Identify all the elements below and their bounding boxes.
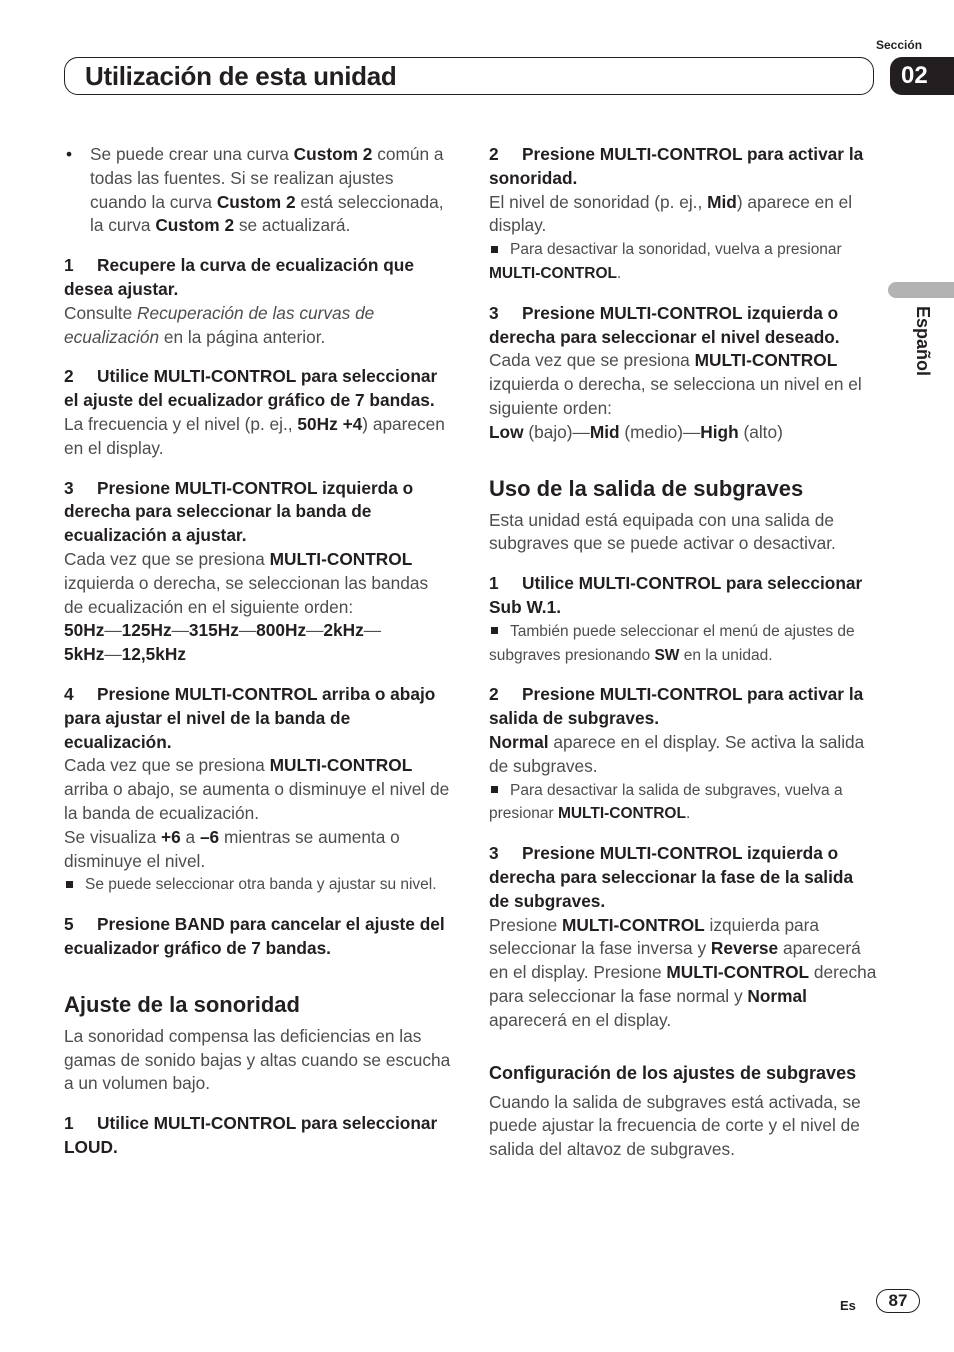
step-heading: 2 Presione MULTI-CONTROL para activar la salida de subgraves. [489, 684, 864, 729]
language-tab-bar [888, 282, 954, 298]
step-heading: 1 Recupere la curva de ecualización que desea ajustar. [64, 255, 414, 299]
step-heading: 3 Presione MULTI-CONTROL izquierda o derecha para seleccionar la banda de ecualización a ajustar. [64, 477, 414, 546]
bullet-dot-icon: • [66, 144, 73, 164]
step-heading: 3 Presione MULTI-CONTROL izquierda o derecha para seleccionar el nivel deseado. [489, 302, 840, 347]
step-heading: 1 Utilice MULTI-CONTROL para seleccionar Sub W.1. [489, 573, 863, 617]
bullet-custom2: • Se puede crear una curva Custom 2 común a todas las fuentes. Si se realizan ajustes cuando la curva Custom 2 está seleccionada, la curva Custom 2 se actualizará. [66, 144, 444, 236]
step-body: El nivel de sonoridad (p. ej., Mid) aparece en el display. [489, 191, 853, 236]
right-column [489, 143, 877, 1162]
step-body: Cada vez que se presiona MULTI-CONTROL arriba o abajo, se aumenta o disminuye el nivel de la banda de ecualización. [64, 755, 450, 823]
section-number-badge: 02 [890, 57, 954, 95]
page-header [64, 57, 874, 95]
step-body: Presione MULTI-CONTROL izquierda para seleccionar la fase inversa y Reverse aparecerá en el display. Presione MULTI-CONTROL derecha para seleccionar la fase normal y Normal aparecerá en el display. [489, 914, 877, 1030]
page-number: 87 [876, 1289, 920, 1313]
subsection-heading: Configuración de los ajustes de subgraves [489, 1062, 857, 1083]
note: Para desactivar la salida de subgraves, vuelva a presionar MULTI-CONTROL. [489, 781, 843, 823]
section-heading: Ajuste de la sonoridad [64, 991, 300, 1017]
level-sequence: Low (bajo)—Mid (medio)—High (alto) [489, 421, 783, 442]
subsection-body: Cuando la salida de subgraves está activada, se puede ajustar la frecuencia de corte y el nivel de salida del altavoz de subgraves. [489, 1091, 861, 1160]
left-column [64, 143, 452, 1160]
note-square-icon [491, 786, 498, 793]
note: También puede seleccionar el menú de ajustes de subgraves presionando SW en la unidad. [489, 622, 855, 664]
note-square-icon [66, 881, 73, 888]
section-heading: Uso de la salida de subgraves [489, 475, 804, 501]
step-body: Normal aparece en el display. Se activa la salida de subgraves. [489, 731, 865, 776]
step-body: Cada vez que se presiona MULTI-CONTROL izquierda o derecha, se seleccionan las bandas de ecualización en el siguiente orden: [64, 548, 429, 617]
step-body: Se visualiza +6 a –6 mientras se aumenta o disminuye el nivel. [64, 826, 400, 871]
footer-language-code: Es [840, 1298, 856, 1313]
language-tab-label: Español [913, 306, 933, 377]
step-heading: 1 Utilice MULTI-CONTROL para seleccionar LOUD. [64, 1113, 438, 1157]
section-intro: Esta unidad está equipada con una salida de subgraves que se puede activar o desactivar. [489, 509, 836, 554]
step-heading: 2 Presione MULTI-CONTROL para activar la sonoridad. [489, 144, 864, 188]
section-label: Sección [876, 38, 923, 52]
note-square-icon [491, 246, 498, 253]
step-heading: 5 Presione BAND para cancelar el ajuste del ecualizador gráfico de 7 bandas. [64, 914, 445, 958]
step-body: Cada vez que se presiona MULTI-CONTROL izquierda o derecha, se selecciona un nivel en el siguiente orden: [489, 350, 862, 418]
note-square-icon [491, 627, 498, 634]
note: Se puede seleccionar otra banda y ajustar su nivel. [64, 873, 452, 897]
page-title: Utilización de esta unidad [85, 61, 397, 91]
note: Para desactivar la sonoridad, vuelva a presionar MULTI-CONTROL. [489, 241, 842, 282]
section-intro: La sonoridad compensa las deficiencias en las gamas de sonido bajas y altas cuando se escucha a un volumen bajo. [64, 1025, 451, 1094]
step-heading: 2 Utilice MULTI-CONTROL para seleccionar el ajuste del ecualizador gráfico de 7 bandas. [64, 366, 438, 411]
step-heading: 3 Presione MULTI-CONTROL izquierda o derecha para seleccionar la fase de la salida de subgraves. [489, 843, 854, 911]
band-sequence: 50Hz—125Hz—315Hz—800Hz—2kHz— 5kHz—12,5kHz [64, 620, 381, 665]
step-body: La frecuencia y el nivel (p. ej., 50Hz +4) aparecen en el display. [64, 413, 445, 458]
step-heading: 4 Presione MULTI-CONTROL arriba o abajo para ajustar el nivel de la banda de ecualización. [64, 683, 436, 752]
step-body: Consulte Recuperación de las curvas de ecualización en la página anterior. [64, 302, 375, 347]
